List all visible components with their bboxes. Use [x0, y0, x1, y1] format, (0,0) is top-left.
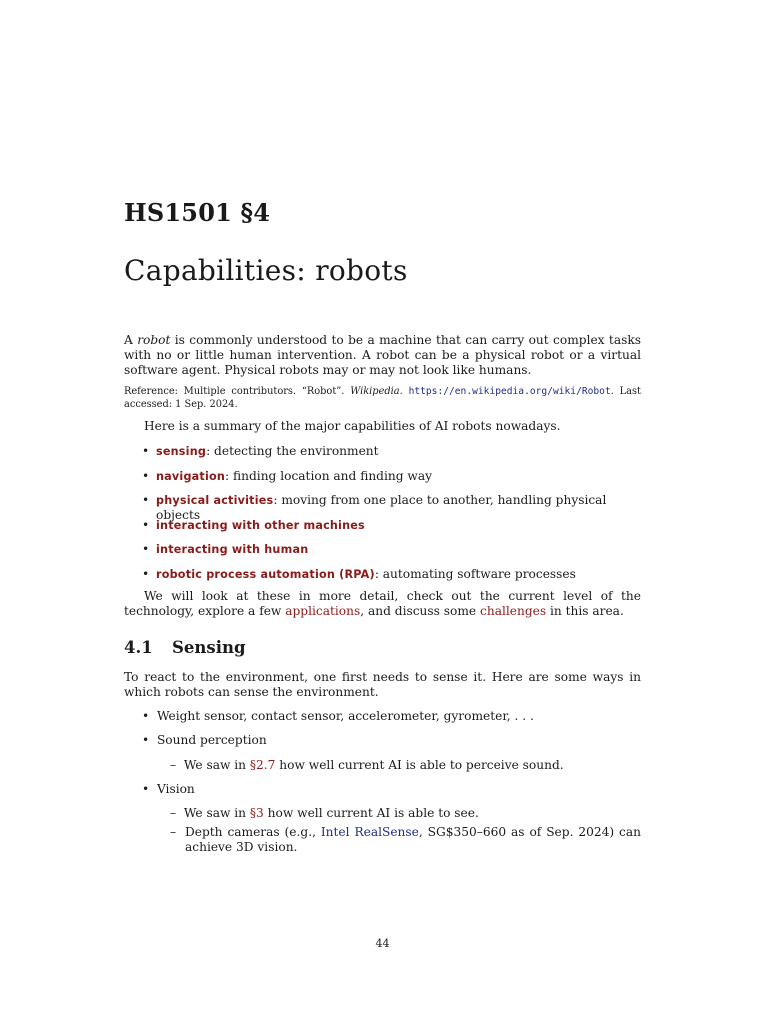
list-item: • physical activities: moving from one place to another, handling physical objects	[142, 493, 607, 522]
capability-navigation-link[interactable]: navigation	[156, 469, 226, 483]
bullet-icon: •	[142, 493, 150, 507]
bullet-icon: •	[142, 517, 150, 532]
dash-icon: –	[170, 806, 177, 820]
list-item: • sensing: detecting the environment	[142, 444, 379, 458]
list-item	[142, 733, 267, 748]
bullet-icon: •	[142, 566, 150, 581]
intel-realsense-link[interactable]: Intel RealSense	[320, 825, 419, 839]
reference-note: Reference: Multiple contributors. “Robot”. Wikipedia. https://en.wikipedia.org/wiki/Robot. Last accessed: 1 Sep. 2024.	[124, 386, 641, 410]
list-item: – We saw in §2.7 how well current AI is able to perceive sound.	[170, 758, 564, 772]
list-item	[142, 782, 195, 797]
section-2-7-link[interactable]: §2.7	[249, 758, 276, 772]
list-item: – Depth cameras (e.g., Intel RealSense, SG$350–660 as of Sep. 2024) can achieve 3D vision.	[170, 825, 641, 854]
section-3-link[interactable]: §3	[249, 806, 264, 820]
bullet-icon: •	[142, 542, 150, 556]
bullet-icon: •	[142, 782, 150, 796]
capability-interacting-human-link[interactable]: interacting with human	[156, 543, 309, 556]
sensing-intro-paragraph: To react to the environment, one first needs to sense it. Here are some ways in which robots can sense the environment.	[124, 670, 641, 699]
dash-icon: –	[170, 825, 177, 839]
chapter-title: Capabilities: robots	[124, 254, 408, 287]
page-number: 44	[375, 937, 390, 950]
applications-link[interactable]: applications	[285, 604, 361, 618]
overview-paragraph: We will look at these in more detail, check out the current level of the technology, explore a few applications, and discuss some challenges in this area.	[124, 589, 641, 618]
bullet-icon: •	[142, 733, 150, 747]
chapter-number: HS1501 §4	[124, 198, 271, 227]
bullet-icon: •	[142, 468, 150, 483]
bullet-icon: •	[142, 444, 150, 458]
robot-term: robot	[137, 333, 171, 347]
section-title: Sensing	[172, 638, 246, 657]
capability-rpa-link[interactable]: robotic process automation (RPA)	[156, 567, 375, 581]
sound-perception-text: Sound perception	[156, 733, 267, 747]
section-number: 4.1	[124, 638, 153, 657]
capability-interacting-machines-link[interactable]: interacting with other machines	[156, 518, 365, 532]
challenges-link[interactable]: challenges	[480, 604, 547, 618]
list-item: • navigation: finding location and finding way	[142, 468, 432, 483]
list-item	[142, 542, 641, 567]
bullet-icon: •	[142, 709, 150, 723]
vision-text: Vision	[156, 782, 195, 796]
capabilities-list	[142, 444, 641, 591]
capability-sensing-link[interactable]: sensing	[156, 445, 207, 458]
dash-icon: –	[170, 758, 177, 772]
reference-source: Wikipedia	[350, 386, 400, 397]
section-heading	[124, 638, 246, 657]
summary-paragraph: Here is a summary of the major capabilities of AI robots nowadays.	[144, 419, 561, 433]
list-item: – We saw in §3 how well current AI is able to see.	[170, 806, 479, 820]
list-item	[142, 709, 534, 724]
capability-physical-activities-link[interactable]: physical activities	[156, 494, 274, 507]
list-item: • robotic process automation (RPA): automating software processes	[142, 566, 576, 581]
reference-url-link[interactable]: https://en.wikipedia.org/wiki/Robot	[408, 386, 611, 397]
list-item	[142, 518, 641, 543]
intro-paragraph: A robot is commonly understood to be a machine that can carry out complex tasks with no or little human intervention. A robot can be a physical robot or a virtual software agent. Physical robots may or may not look like humans.	[124, 333, 641, 377]
sensor-types-text: Weight sensor, contact sensor, accelerometer, gyrometer, . . .	[156, 709, 534, 723]
